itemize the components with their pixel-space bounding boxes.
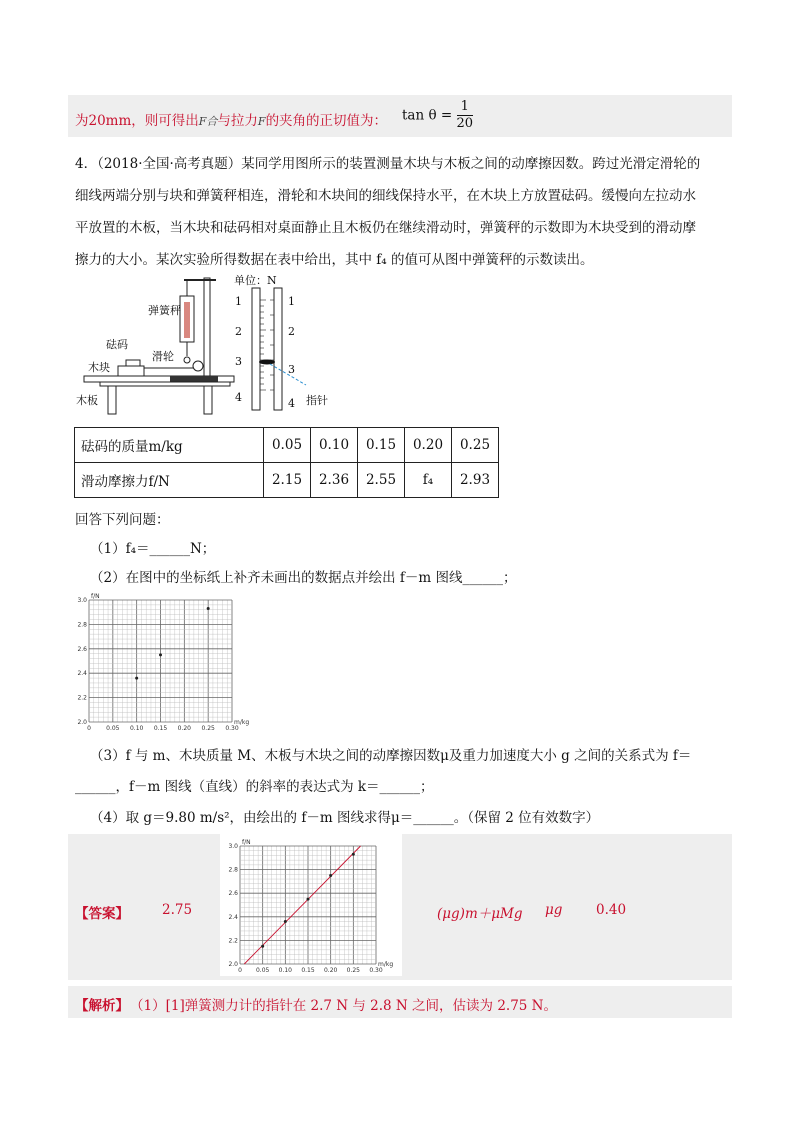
previous-answer-text <box>75 109 387 129</box>
label-pointer: 指针 <box>306 394 328 407</box>
y-axis-label: f/N <box>242 839 251 846</box>
x-tick-label: 0.20 <box>177 725 192 730</box>
label-block: 木块 <box>88 361 110 374</box>
x-tick-label: 0.05 <box>255 967 270 974</box>
formula-fraction <box>457 99 474 132</box>
data-point <box>329 874 332 877</box>
label-spring-scale: 弹簧秤 <box>148 304 181 317</box>
x-tick-label: 0 <box>238 967 242 974</box>
y-tick-label: 2.8 <box>228 866 238 874</box>
answer-value-3: μg <box>545 902 563 918</box>
data-table <box>74 427 499 498</box>
questions-intro: 回答下列问题： <box>75 512 170 528</box>
label-unit: 单位：N <box>234 274 277 287</box>
analysis-label: 【解析】 <box>75 998 129 1014</box>
y-tick-label: 2.0 <box>228 961 238 968</box>
table-row <box>75 463 499 498</box>
band-f: F <box>257 115 266 128</box>
x-tick-label: 0.30 <box>369 967 383 974</box>
x-axis-label: m/kg <box>378 961 394 968</box>
tick-4-left: 4 <box>235 391 242 404</box>
tick-1-right: 1 <box>288 295 295 308</box>
problem-line-3: 平放置的木板，当木块和砝码相对桌面静止且木板仍在继续滑动时，弹簧秤的示数即为木块受到的滑动摩 <box>75 220 696 236</box>
y-tick-label: 2.6 <box>77 645 87 653</box>
tan-formula <box>402 99 473 132</box>
table-cell: 2.55 <box>358 463 405 498</box>
x-tick-label: 0.10 <box>129 725 144 730</box>
formula-den: 20 <box>456 116 474 131</box>
x-tick-label: 0 <box>87 725 91 730</box>
question-2: （2）在图中的坐标纸上补齐未画出的数据点并绘出 f－m 图线______； <box>90 570 517 586</box>
x-tick-label: 0.25 <box>201 725 215 730</box>
data-point <box>207 607 210 610</box>
y-tick-label: 3.0 <box>77 597 87 604</box>
data-point <box>284 920 287 923</box>
x-tick-label: 0.30 <box>225 725 239 730</box>
data-point <box>261 945 264 948</box>
band-text-c: 的夹角的正切值为： <box>265 113 388 129</box>
table-cell: f₄ <box>405 463 452 498</box>
answer-value-2: (μg)m＋μMg <box>437 906 523 922</box>
y-tick-label: 2.6 <box>228 890 238 898</box>
x-tick-label: 0.25 <box>346 967 361 974</box>
answer-value-4: 0.40 <box>596 902 627 918</box>
tick-2-left: 2 <box>235 325 242 338</box>
x-axis-label: m/kg <box>234 719 250 726</box>
x-tick-label: 0.20 <box>323 967 338 974</box>
problem-line-1: 4．（2018·全国·高考真题）某同学用图所示的装置测量木块与木板之间的动摩擦因数。跨过光滑定滑轮的 <box>75 156 701 172</box>
y-tick-label: 2.2 <box>77 694 87 702</box>
x-tick-label: 0.15 <box>153 725 168 730</box>
question-3a: （3）f 与 m、木块质量 M、木板与木块之间的动摩擦因数μ及重力加速度大小 g 之间的关系式为 f＝ <box>90 748 692 764</box>
data-point <box>307 898 310 901</box>
table-cell: 0.25 <box>452 428 499 463</box>
y-tick-label: 3.0 <box>228 843 238 850</box>
problem-line-2: 细线两端分别与块和弹簧秤相连，滑轮和木块间的细线保持水平，在木块上方放置砝码。缓慢向左拉动水 <box>75 188 696 204</box>
table-cell: 滑动摩擦力f/N <box>75 463 264 498</box>
question-4: （4）取 g＝9.80 m/s²，由绘出的 f－m 图线求得μ＝______。（保留 2 位有效数字） <box>90 810 600 826</box>
y-tick-label: 2.4 <box>228 913 238 921</box>
tick-3-right: 3 <box>288 363 295 376</box>
label-board: 木板 <box>76 394 98 407</box>
answer-label: 【答案】 <box>75 906 129 922</box>
analysis-text: （1）[1]弹簧测力计的指针在 2.7 N 与 2.8 N 之间，估读为 2.75 N。 <box>130 998 557 1014</box>
x-tick-label: 0.05 <box>106 725 120 730</box>
label-weight: 砝码 <box>106 338 128 351</box>
formula-left: tan θ = <box>402 107 453 124</box>
y-tick-label: 2.4 <box>77 670 87 678</box>
table-cell: 0.20 <box>405 428 452 463</box>
question-1: （1）f₄＝______N； <box>90 541 216 557</box>
table-cell: 砝码的质量m/kg <box>75 428 264 463</box>
answer-chart <box>222 834 402 976</box>
problem-line-4: 擦力的大小。某次实验所得数据在表中给出，其中 f₄ 的值可从图中弹簧秤的示数读出。 <box>75 252 594 268</box>
answer-value-1: 2.75 <box>162 902 193 918</box>
question-chart <box>70 590 270 730</box>
data-point <box>135 677 138 680</box>
data-point <box>159 653 162 656</box>
y-axis-label: f/N <box>91 593 100 600</box>
data-point <box>352 853 355 856</box>
table-cell: 0.10 <box>311 428 358 463</box>
tick-1-left: 1 <box>235 295 242 308</box>
band-f-he: F合 <box>198 115 218 128</box>
band-text-b: 与拉力 <box>217 113 258 129</box>
y-tick-label: 2.2 <box>228 937 238 945</box>
formula-num: 1 <box>457 99 474 116</box>
table-cell: 0.05 <box>264 428 311 463</box>
band-text-a: 为20mm，则可得出 <box>75 113 199 129</box>
tick-2-right: 2 <box>288 325 295 338</box>
tick-4-right: 4 <box>288 397 295 410</box>
x-tick-label: 0.15 <box>301 967 315 974</box>
tick-3-left: 3 <box>235 355 242 368</box>
table-row <box>75 428 499 463</box>
x-tick-label: 0.10 <box>278 967 293 974</box>
y-tick-label: 2.0 <box>77 719 87 726</box>
question-3b: ______，f－m 图线（直线）的斜率的表达式为 k＝______； <box>75 779 434 795</box>
table-cell: 2.36 <box>311 463 358 498</box>
label-pulley: 滑轮 <box>152 350 174 363</box>
table-cell: 0.15 <box>358 428 405 463</box>
table-cell: 2.15 <box>264 463 311 498</box>
y-tick-label: 2.8 <box>77 621 87 629</box>
table-cell: 2.93 <box>452 463 499 498</box>
